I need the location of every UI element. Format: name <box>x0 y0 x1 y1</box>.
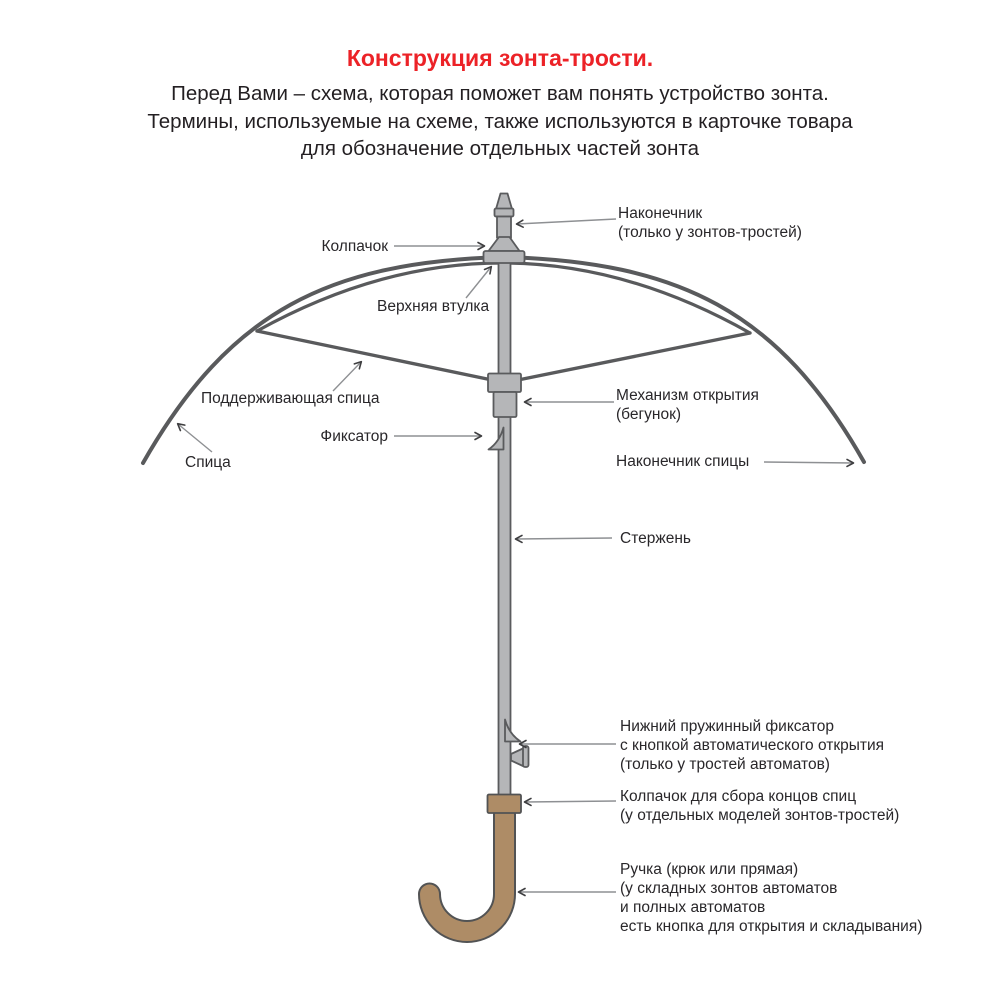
label-top-hub: Верхняя втулка <box>377 298 490 315</box>
leader-top-hub <box>466 267 491 298</box>
leader-rib <box>178 424 212 452</box>
label-rib-tip: Наконечник спицы <box>616 453 750 470</box>
subtitle-line-1: Перед Вами – схема, которая поможет вам понять устройство зонта. <box>171 82 829 105</box>
leader-collector-cap <box>525 801 616 802</box>
label-runner-line-1: Механизм открытия <box>616 387 759 404</box>
cap-cone <box>489 237 520 251</box>
label-rib: Спица <box>185 454 231 471</box>
label-runner-line-2: (бегунок) <box>616 406 682 423</box>
label-cap: Колпачок <box>321 238 388 255</box>
label-fixator: Фиксатор <box>320 428 388 445</box>
label-tip-line-1: Наконечник <box>618 205 703 222</box>
label-lower-fixator-line-2: с кнопкой автоматического открытия <box>620 737 885 754</box>
label-lower-fixator-line-1: Нижний пружинный фиксатор <box>620 718 834 735</box>
label-lower-fixator <box>620 717 884 774</box>
auto-open-button-horn <box>511 748 524 767</box>
label-collector-cap-line-1: Колпачок для сбора концов спиц <box>620 788 857 805</box>
support-rib-right <box>518 333 750 380</box>
label-tip-line-2: (только у зонтов-тростей) <box>618 224 802 241</box>
label-handle-line-4: есть кнопка для открытия и складывания) <box>620 918 923 935</box>
subtitle-line-2: Термины, используемые на схеме, также используются в карточке товара <box>147 109 853 133</box>
runner-upper-block <box>488 374 521 393</box>
support-rib-left <box>257 331 492 380</box>
label-support-rib: Поддерживающая спица <box>201 390 380 407</box>
auto-open-button-end <box>523 746 529 767</box>
ferrule-collar <box>495 209 514 217</box>
leader-shaft <box>516 538 612 539</box>
collector-cap-block <box>488 795 522 814</box>
label-handle <box>620 860 922 936</box>
label-collector-cap-line-2: (у отдельных моделей зонтов-тростей) <box>620 807 900 824</box>
ferrule-tip-cone <box>496 194 512 210</box>
label-shaft: Стержень <box>620 530 691 547</box>
runner-lower-block <box>494 392 517 417</box>
label-runner <box>616 386 759 424</box>
subtitle-line-3: для обозначение отдельных частей зонта <box>300 137 700 160</box>
leader-tip <box>517 219 616 224</box>
shaft-rod <box>499 215 511 796</box>
label-collector-cap <box>620 787 899 825</box>
label-lower-fixator-line-3: (только у тростей автоматов) <box>620 756 830 773</box>
label-tip <box>618 204 802 242</box>
label-handle-line-2: (у складных зонтов автоматов <box>620 880 838 897</box>
leader-rib-tip <box>764 462 853 463</box>
label-handle-line-3: и полных автоматов <box>620 899 766 916</box>
page-title: Конструкция зонта-трости. <box>346 45 654 71</box>
ferrule-column <box>497 217 511 238</box>
top-hub-block <box>484 251 525 263</box>
label-handle-line-1: Ручка (крюк или прямая) <box>620 861 799 878</box>
leader-support-rib <box>333 362 361 391</box>
